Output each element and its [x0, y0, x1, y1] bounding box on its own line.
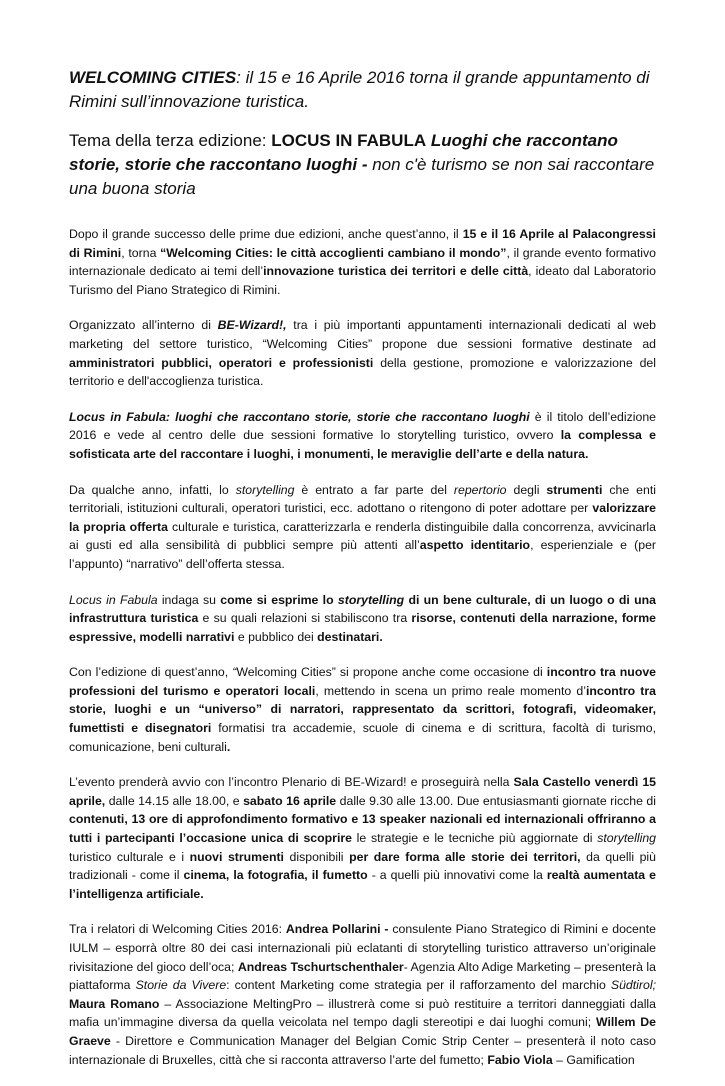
text-run: Sala Castello venerdì 15 aprile,: [69, 775, 656, 808]
text-run: culturale e turistica, caratterizzarla e renderla distinguibile dalla concorrenza, avvicinarla ai gusti ed alla sensibilità di pubblici sempre più attenti all’: [69, 519, 656, 553]
headline-rest: : il 15 e 16 Aprile 2016 torna il grande appuntamento di Rimini sull’innovazione turistica.: [69, 68, 650, 111]
text-run: Da qualche anno, infatti, lo: [69, 482, 236, 497]
text-run: Maura Romano: [69, 996, 160, 1011]
text-run: 15 e il 16 Aprile al Palacongressi di Rimini: [69, 227, 656, 260]
text-run: per dare forma alle storie dei territori,: [349, 849, 581, 864]
text-run: amministratori pubblici, operatori e professionisti: [69, 355, 374, 370]
text-run: nuovi strumenti: [189, 849, 284, 864]
text-run: Storie da Vivere: [135, 978, 227, 993]
paragraph: [69, 481, 656, 574]
text-run: di un bene culturale, di un luogo o di una infrastruttura turistica: [69, 592, 656, 626]
text-run: Dopo il grande successo delle prime due edizioni, anche quest’anno, il: [69, 227, 463, 241]
text-run: dalle 14.15 alle 18.00, e: [105, 793, 244, 808]
paragraph: [69, 316, 656, 390]
text-run: sabato 16 aprile: [243, 793, 337, 808]
text-run: strumenti: [546, 482, 603, 497]
text-run: “Welcoming Cities: le città accoglienti cambiano il mondo”: [160, 245, 507, 260]
text-run: Andreas Tschurtschenthaler: [237, 959, 404, 974]
text-run: Willem De Graeve: [69, 1015, 656, 1048]
text-run: che enti territoriali, istituzioni culturali, operatori turistici, ecc. adottano o ritengono di poter adottare per: [69, 482, 657, 516]
text-run: , mettendo in scena un primo reale momento d’: [315, 683, 586, 698]
theme-prefix: Tema della terza edizione:: [69, 131, 272, 150]
text-run: e su quali relazioni si stabiliscono tra: [198, 611, 412, 626]
text-run: tra i più importanti appuntamenti internazionali dedicati al web marketing del settore turistico, “Welcoming Cities” propone due sessioni formative destinate ad: [69, 318, 656, 351]
headline-brand: WELCOMING CITIES: [69, 68, 237, 87]
text-run: è il titolo dell’edizione 2016 e vede al centro delle due sessioni formative lo storytelling turistico, ovvero: [69, 409, 657, 443]
text-run: innovazione turistica dei territori e delle città: [263, 264, 529, 279]
text-run: - Agenzia Alto Adige Marketing – presenterà la piattaforma: [69, 959, 656, 993]
text-run: realtà aumentata e l’intelligenza artificiale.: [69, 868, 657, 901]
text-run: storytelling: [235, 482, 295, 497]
text-run: consulente Piano Strategico di Rimini e docente IULM – esporrà oltre 80 dei casi internazionali più eclatanti di storytelling turistico attraverso un’originale rivisitazione del gioco dell’oca;: [69, 922, 656, 974]
text-run: repertorio: [453, 482, 507, 497]
body-text: [69, 225, 656, 1069]
text-run: da quelli più tradizionali - come il: [69, 849, 657, 883]
text-run: come si esprime lo: [220, 592, 338, 607]
text-run: indaga su: [157, 592, 221, 607]
headline: [69, 66, 656, 114]
text-run: , esperienziale e (per l’appunto) “narrativo” dell’offerta stessa.: [69, 538, 656, 571]
paragraph: [69, 591, 656, 647]
text-run: storytelling: [337, 592, 405, 607]
text-run: Locus in Fabula: [69, 592, 158, 607]
text-run: Tra i relatori di Welcoming Cities 2016:: [69, 922, 286, 937]
text-run: Welcoming Cities” si propone anche come occasione di: [236, 665, 547, 680]
paragraph: [69, 920, 656, 1069]
text-run: L’evento prenderà avvio con l’incontro Plenario di BE-Wizard! e proseguirà nella: [69, 775, 514, 790]
paragraph: [69, 225, 656, 299]
text-run: le strategie e le tecniche più aggiornate di: [352, 831, 598, 846]
text-run: incontro tra storie, luoghi e un “universo” di narratori, rappresentato da scrittori, fotografi, videomaker, fumettisti e disegnatori: [69, 683, 656, 736]
theme-tagline: non c'è turismo se non sai raccontare una buona storia: [69, 155, 655, 198]
text-run: , ideato dal Laboratorio Turismo del Piano Strategico di Rimini.: [69, 264, 656, 297]
text-run: aspetto identitario: [419, 538, 531, 553]
text-run: è entrato a far parte del: [294, 482, 454, 497]
paragraph: [69, 408, 656, 464]
text-run: - Direttore e Communication Manager del Belgian Comic Strip Center – presenterà il noto caso internazionale di Bruxelles, città che si racconta attraverso l’arte del fumetto;: [69, 1033, 656, 1067]
text-run: la complessa e sofisticata arte del raccontare i luoghi, i monumenti, le meraviglie dell’arte e della natura.: [69, 428, 656, 461]
text-run: .: [226, 739, 231, 754]
text-run: Fabio Viola: [487, 1052, 553, 1067]
text-run: turistico culturale e i: [69, 849, 190, 864]
text-run: BE-Wizard!,: [217, 318, 287, 333]
text-run: e pubblico dei: [234, 629, 318, 644]
text-run: cinema, la fotografia, il fumetto: [183, 868, 368, 883]
text-run: : content Marketing come strategia per il rafforzamento del marchio: [226, 978, 611, 993]
text-run: della gestione, promozione e valorizzazione del territorio e dell'accoglienza turistica.: [69, 355, 656, 389]
text-run: disponibili: [283, 849, 350, 864]
text-run: contenuti, 13 ore di approfondimento formativo e 13 speaker nazionali ed internazionali offriranno a tutti i partecipanti l’occasione unica di scoprire: [69, 812, 656, 846]
text-run: risorse, contenuti della narrazione, forme espressive, modelli narrativi: [69, 611, 656, 644]
text-run: , il grande evento formativo internazionale dedicato ai temi dell’: [69, 245, 657, 279]
text-run: Andrea Pollarini -: [285, 922, 389, 937]
text-run: formatisi tra accademie, scuole di cinema e di scrittura, facoltà di turismo, comunicazione, beni culturali: [69, 721, 656, 754]
paragraph: [69, 663, 656, 756]
text-run: “: [232, 665, 237, 680]
text-run: Organizzato all’interno di: [69, 318, 218, 333]
paragraph: [69, 773, 656, 903]
text-run: storytelling: [597, 831, 656, 846]
document-page: [69, 66, 656, 1086]
text-run: - a quelli più innovativi come la: [367, 868, 547, 883]
text-run: incontro tra nuove professioni del turismo e operatori locali: [69, 665, 657, 698]
text-run: Locus in Fabula: luoghi che raccontano storie, storie che raccontano luoghi: [69, 409, 530, 424]
text-run: destinatari.: [317, 629, 383, 644]
text-run: degli: [506, 482, 547, 497]
text-run: , torna: [121, 245, 161, 260]
text-run: valorizzare la propria offerta: [69, 501, 656, 534]
text-run: Con l’edizione di quest’anno,: [69, 665, 233, 680]
text-run: dalle 9.30 alle 13.00. Due entusiasmanti giornate ricche di: [336, 793, 656, 808]
theme-locus: LOCUS IN FABULA: [271, 131, 427, 150]
text-run: Südtirol;: [610, 978, 656, 993]
text-run: – Gamification: [552, 1052, 635, 1067]
theme-heading: [69, 129, 656, 201]
theme-subtitle: Luoghi che raccontano storie, storie che raccontano luoghi -: [69, 131, 618, 174]
text-run: – Associazione MeltingPro – illustrerà come si può restituire a territori danneggiati dalla mafia un’immagine diversa da quella veicolata nel tempo dagli stereotipi e dai luoghi comuni;: [69, 996, 657, 1030]
